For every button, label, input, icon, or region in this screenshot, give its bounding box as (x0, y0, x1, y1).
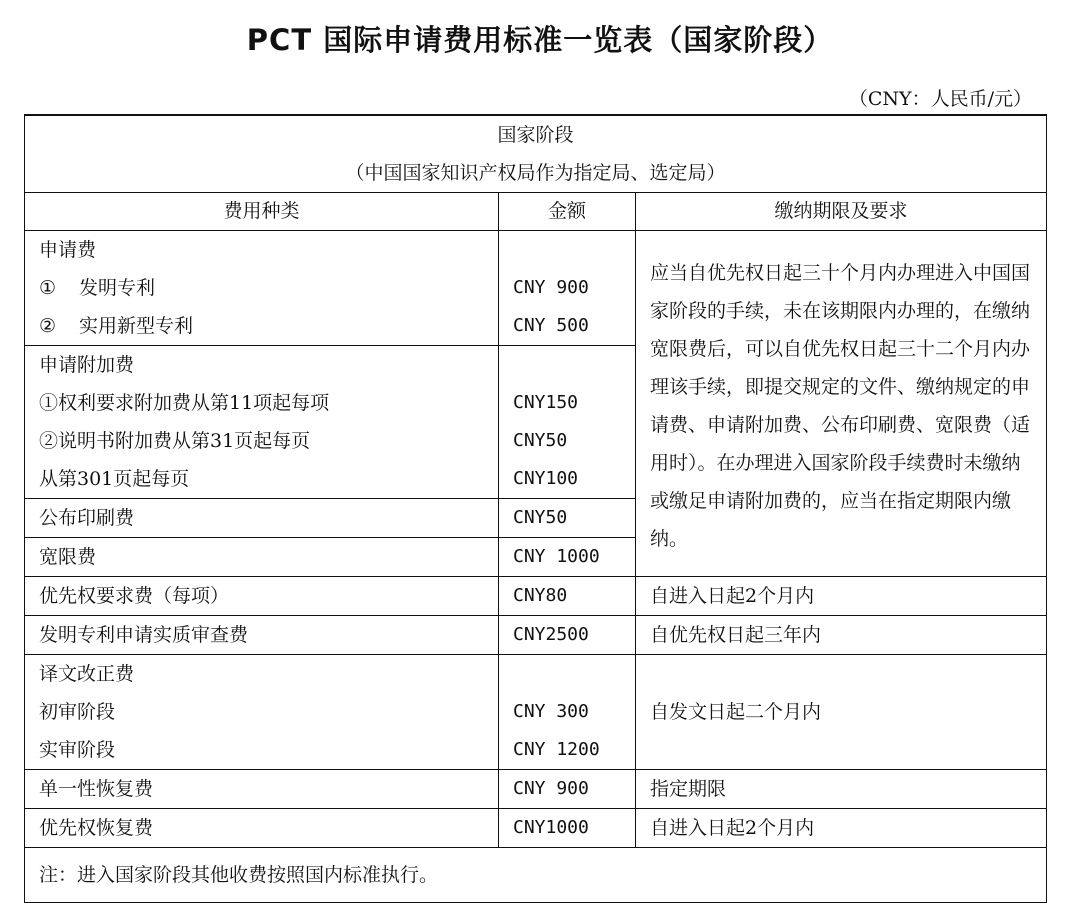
translation-fee-item: 初审阶段 (39, 701, 116, 723)
amount-value: CNY 500 (513, 315, 589, 336)
grace-fee-amount: CNY 1000 (499, 538, 636, 577)
grace-fee-label: 宽限费 (25, 538, 499, 577)
priority-claim-fee-label: 优先权要求费（每项） (25, 577, 499, 616)
amount-value: CNY 300 (513, 701, 589, 722)
publication-fee-label: 公布印刷费 (25, 499, 499, 538)
application-fee-type-cell (25, 231, 499, 346)
amount-value: CNY 1200 (513, 739, 600, 760)
amount-value: CNY50 (513, 430, 568, 451)
application-fee-item: ① 发明专利 (39, 277, 156, 299)
priority-restore-fee-label: 优先权恢复费 (25, 809, 499, 848)
translation-fee-requirement: 自发文日起二个月内 (636, 655, 1047, 770)
priority-restore-fee-amount: CNY1000 (499, 809, 636, 848)
amount-value: CNY150 (513, 392, 579, 413)
column-header-row (25, 193, 1047, 231)
table-row-priority-claim-fee (25, 577, 1047, 616)
translation-fee-item: 实审阶段 (39, 739, 116, 761)
column-header-amount: 金额 (499, 193, 636, 231)
column-header-type: 费用种类 (25, 193, 499, 231)
header-stage-subtitle: （中国国家知识产权局作为指定局、选定局） (345, 162, 726, 184)
priority-restore-fee-requirement: 自进入日起2个月内 (636, 809, 1047, 848)
translation-fee-type-cell (25, 655, 499, 770)
currency-unit-note: （CNY：人民币/元） (848, 88, 1032, 110)
substantive-exam-fee-requirement: 自优先权日起三年内 (636, 616, 1047, 655)
table-row-substantive-exam-fee (25, 616, 1047, 655)
substantive-exam-fee-amount: CNY2500 (499, 616, 636, 655)
amount-value: CNY 900 (513, 277, 589, 298)
table-row-translation-fee (25, 655, 1047, 770)
column-header-requirement: 缴纳期限及要求 (636, 193, 1047, 231)
unity-restore-fee-label: 单一性恢复费 (25, 770, 499, 809)
unity-restore-fee-amount: CNY 900 (499, 770, 636, 809)
merged-requirement-cell: 应当自优先权日起三十个月内办理进入中国国家阶段的手续，未在该期限内办理的，在缴纳宽限费后，可以自优先权日起三十二个月内办理该手续，即提交规定的文件、缴纳规定的申请费、申请附加费、公布印刷费、宽限费（适用时）。在办理进入国家阶段手续费时未缴纳或缴足申请附加费的，应当在指定期限内缴纳。 (636, 231, 1047, 577)
table-row-unity-restore-fee (25, 770, 1047, 809)
table-header-cell (25, 115, 1047, 193)
substantive-exam-fee-label: 发明专利申请实质审查费 (25, 616, 499, 655)
amount-value: CNY100 (513, 468, 579, 489)
table-row-application-fee (25, 231, 1047, 346)
additional-fee-item: ①权利要求附加费从第11项起每项 (39, 392, 330, 414)
table-row-footnote (25, 848, 1047, 903)
additional-fee-title: 申请附加费 (39, 354, 135, 376)
priority-claim-fee-requirement: 自进入日起2个月内 (636, 577, 1047, 616)
footnote: 注：进入国家阶段其他收费按照国内标准执行。 (25, 848, 1047, 903)
application-fee-item: ② 实用新型专利 (39, 315, 194, 337)
table-row-priority-restore-fee (25, 809, 1047, 848)
translation-fee-amount-cell (499, 655, 636, 770)
application-fee-title: 申请费 (39, 239, 97, 261)
additional-fee-item: 从第301页起每页 (39, 468, 190, 490)
publication-fee-amount: CNY50 (499, 499, 636, 538)
priority-claim-fee-amount: CNY80 (499, 577, 636, 616)
header-stage-title: 国家阶段 (497, 124, 574, 146)
additional-fee-type-cell (25, 346, 499, 499)
translation-fee-title: 译文改正费 (39, 663, 135, 685)
fee-table (24, 114, 1047, 903)
additional-fee-amount-cell (499, 346, 636, 499)
table-header-row (25, 115, 1047, 193)
application-fee-amount-cell (499, 231, 636, 346)
unity-restore-fee-requirement: 指定期限 (636, 770, 1047, 809)
page-title: PCT 国际申请费用标准一览表（国家阶段） (246, 23, 834, 57)
additional-fee-item: ②说明书附加费从第31页起每页 (39, 430, 311, 452)
